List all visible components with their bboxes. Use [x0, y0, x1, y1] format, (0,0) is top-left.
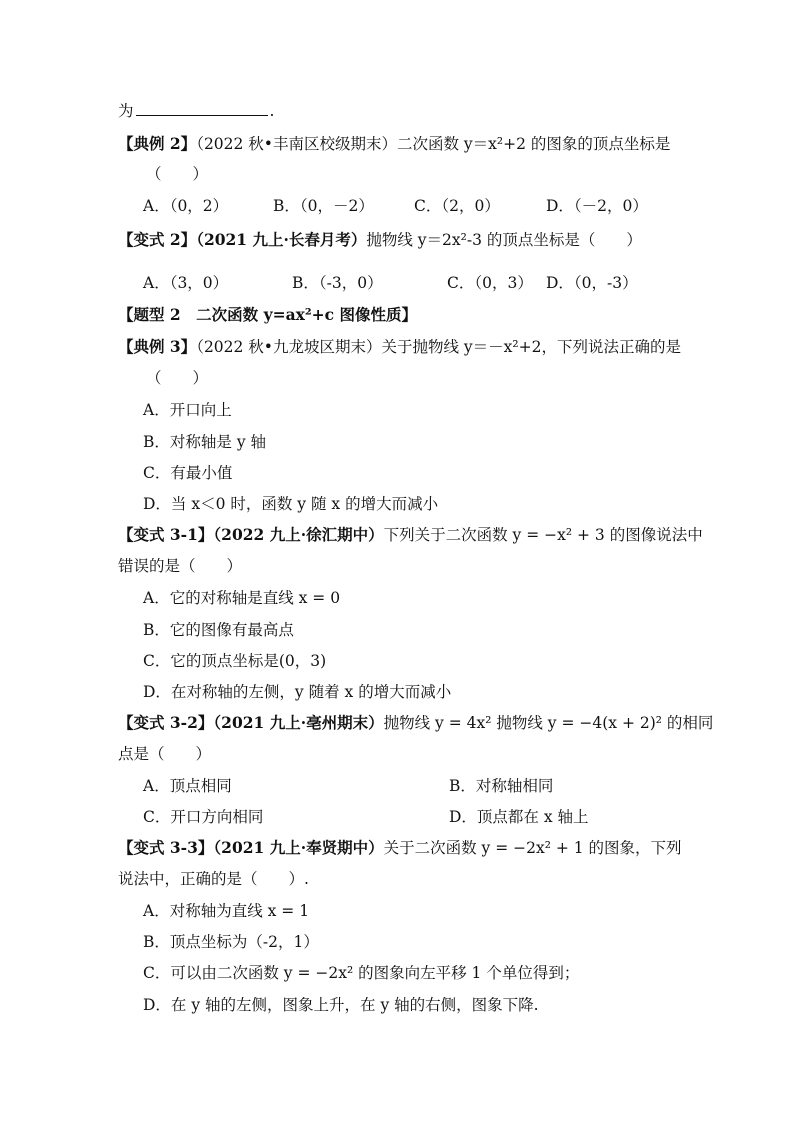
- answer-line: [118, 101, 274, 121]
- variant-3-1-stem: [118, 525, 703, 545]
- example-2-option-b[interactable]: B．（0，－2）: [273, 197, 374, 215]
- variant-3-3-option-a[interactable]: A．对称轴为直线 x = 1: [143, 902, 310, 920]
- variant-3-1-option-b[interactable]: B．它的图像有最高点: [143, 621, 294, 639]
- example-2-stem: [118, 134, 670, 154]
- example-2-source: （2022 秋•丰南区校级期末）: [196, 135, 397, 153]
- variant-3-1-stem-cont: 错误的是（ ）: [118, 557, 243, 575]
- variant-3-3-stem: [118, 838, 682, 858]
- variant-3-1-question: 下列关于二次函数 y = −x² + 3 的图像说法中: [383, 526, 703, 544]
- variant-3-1-tag: 【变式 3-1】: [118, 525, 214, 544]
- example-3-stem: [118, 337, 681, 357]
- example-3-question: 关于抛物线 y＝－x²+2，下列说法正确的是: [381, 338, 681, 356]
- variant-3-3-question: 关于二次函数 y = −2x² + 1 的图象，下列: [383, 839, 682, 857]
- example-3-source: （2022 秋•九龙坡区期末）: [196, 338, 382, 356]
- variant-3-3-tag: 【变式 3-3】: [118, 838, 214, 857]
- example-2-option-c[interactable]: C．（2，0）: [414, 197, 500, 215]
- variant-3-1-option-c[interactable]: C．它的顶点坐标是(0，3): [143, 652, 327, 670]
- variant-2-option-c[interactable]: C．（0，3）: [447, 274, 533, 292]
- example-3-option-c[interactable]: C．有最小值: [143, 464, 233, 482]
- variant-3-2-option-b[interactable]: B．对称轴相同: [449, 777, 554, 795]
- variant-3-3-option-d[interactable]: D．在 y 轴的左侧，图象上升，在 y 轴的右侧，图象下降.: [143, 996, 539, 1014]
- variant-3-2-stem: [118, 713, 713, 733]
- variant-3-2-option-d[interactable]: D．顶点都在 x 轴上: [449, 808, 589, 826]
- example-3-tag: 【典例 3】: [118, 337, 197, 356]
- variant-3-3-source: （2021 九上·奉贤期中）: [213, 838, 384, 857]
- variant-2-tag: 【变式 2】: [118, 230, 197, 249]
- variant-3-2-question: 抛物线 y = 4x² 抛物线 y = −4(x + 2)² 的相同: [383, 714, 714, 732]
- variant-3-3-option-c[interactable]: C．可以由二次函数 y = −2x² 的图象向左平移 1 个单位得到；: [143, 964, 580, 982]
- answer-suffix: .: [269, 102, 275, 120]
- variant-3-1-option-d[interactable]: D．在对称轴的左侧，y 随着 x 的增大而减小: [143, 683, 452, 701]
- example-3-option-b[interactable]: B．对称轴是 y 轴: [143, 433, 267, 451]
- variant-3-2-stem-cont: 点是（ ）: [118, 745, 212, 763]
- variant-3-2-option-c[interactable]: C．开口方向相同: [143, 808, 264, 826]
- example-3-option-d[interactable]: D．当 x＜0 时，函数 y 随 x 的增大而减小: [143, 495, 439, 513]
- example-2-question: 二次函数 y＝x²+2 的图象的顶点坐标是: [396, 135, 671, 153]
- variant-3-1-source: （2022 九上·徐汇期中）: [213, 525, 384, 544]
- variant-3-1-option-a[interactable]: A．它的对称轴是直线 x = 0: [143, 589, 341, 607]
- variant-2-question: 抛物线 y＝2x²-3 的顶点坐标是（ ）: [366, 231, 642, 249]
- example-2-paren: （ ）: [146, 165, 209, 183]
- variant-3-3-option-b[interactable]: B．顶点坐标为（-2，1）: [143, 933, 319, 951]
- variant-2-option-b[interactable]: B．（-3，0）: [292, 274, 383, 292]
- variant-3-2-tag: 【变式 3-2】: [118, 713, 214, 732]
- answer-prefix: 为: [118, 102, 134, 120]
- variant-3-2-source: （2021 九上·亳州期末）: [213, 713, 384, 732]
- example-2-option-d[interactable]: D．（－2，0）: [546, 197, 648, 215]
- example-3-paren: （ ）: [146, 369, 209, 387]
- variant-2-stem: [118, 230, 642, 250]
- variant-2-option-a[interactable]: A．（3，0）: [143, 274, 229, 292]
- example-3-option-a[interactable]: A．开口向上: [143, 401, 232, 419]
- section-2-title: 【题型 2 二次函数 y=ax²+c 图像性质】: [118, 305, 417, 324]
- example-2-option-a[interactable]: A．（0，2）: [143, 197, 229, 215]
- variant-3-2-option-a[interactable]: A．顶点相同: [143, 777, 232, 795]
- variant-2-option-d[interactable]: D．（0，-3）: [546, 274, 638, 292]
- variant-2-source: （2021 九上·长春月考）: [196, 230, 367, 249]
- answer-blank[interactable]: [136, 101, 268, 116]
- variant-3-3-stem-cont: 说法中，正确的是（ ）.: [118, 870, 309, 888]
- example-2-tag: 【典例 2】: [118, 134, 197, 153]
